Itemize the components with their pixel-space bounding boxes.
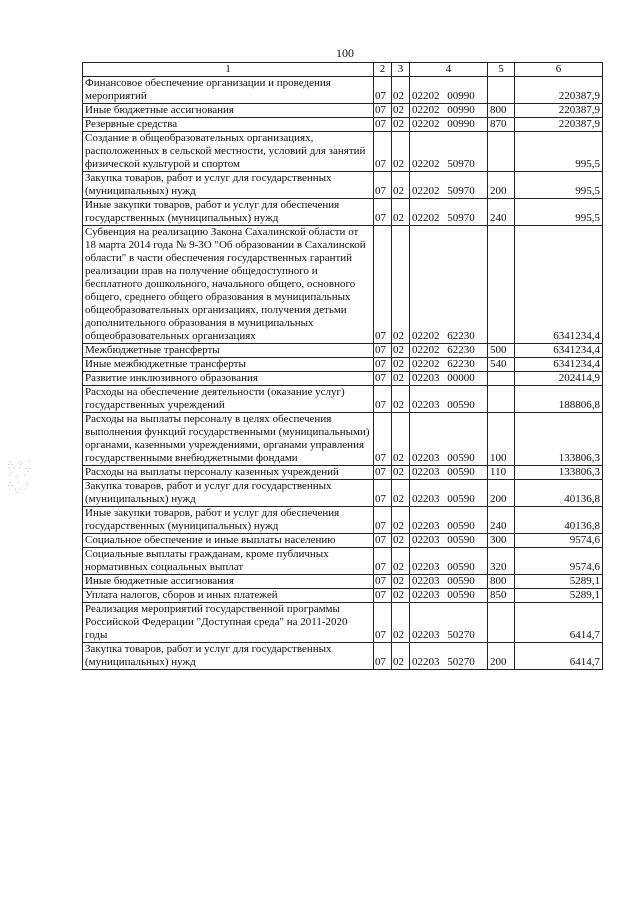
row-amount: 40136,8 xyxy=(515,480,603,507)
row-expense-type xyxy=(488,226,515,344)
row-target-article: 02202 62230 xyxy=(410,344,488,358)
row-name: Иные закупки товаров, работ и услуг для обеспечения государственных (муниципальных) нужд xyxy=(83,199,374,226)
row-amount: 5289,1 xyxy=(515,575,603,589)
row-expense-type: 240 xyxy=(488,199,515,226)
row-amount: 220387,9 xyxy=(515,118,603,132)
row-section: 07 xyxy=(374,226,392,344)
row-name: Закупка товаров, работ и услуг для государственных (муниципальных) нужд xyxy=(83,172,374,199)
table-row xyxy=(83,199,603,226)
row-subsection: 02 xyxy=(392,589,410,603)
row-amount: 995,5 xyxy=(515,172,603,199)
row-target-article: 02202 62230 xyxy=(410,226,488,344)
row-expense-type: 870 xyxy=(488,118,515,132)
row-subsection: 02 xyxy=(392,372,410,386)
row-section: 07 xyxy=(374,480,392,507)
table-row xyxy=(83,413,603,466)
scan-smudge: ∴ ⁘ ˙ ⸪ ˙ ∵ ˙ ⁖ ˙ ∴ ˙ ⁘ ˙ ∵ ˙ xyxy=(8,459,32,496)
row-target-article: 02203 00590 xyxy=(410,589,488,603)
row-name: Закупка товаров, работ и услуг для государственных (муниципальных) нужд xyxy=(83,480,374,507)
row-section: 07 xyxy=(374,589,392,603)
row-section: 07 xyxy=(374,118,392,132)
row-target-article: 02203 00000 xyxy=(410,372,488,386)
row-section: 07 xyxy=(374,575,392,589)
row-expense-type xyxy=(488,386,515,413)
table-row xyxy=(83,372,603,386)
row-section: 07 xyxy=(374,199,392,226)
row-amount: 188806,8 xyxy=(515,386,603,413)
row-expense-type: 850 xyxy=(488,589,515,603)
budget-table xyxy=(82,62,603,670)
row-amount: 6414,7 xyxy=(515,643,603,670)
row-name: Развитие инклюзивного образования xyxy=(83,372,374,386)
row-section: 07 xyxy=(374,548,392,575)
table-row xyxy=(83,344,603,358)
row-target-article: 02203 00590 xyxy=(410,548,488,575)
row-expense-type: 800 xyxy=(488,104,515,118)
row-name: Иные бюджетные ассигнования xyxy=(83,104,374,118)
row-expense-type: 110 xyxy=(488,466,515,480)
row-expense-type: 500 xyxy=(488,344,515,358)
header-col-6: 6 xyxy=(515,63,603,77)
row-name: Социальное обеспечение и иные выплаты населению xyxy=(83,534,374,548)
row-target-article: 02203 00590 xyxy=(410,575,488,589)
row-target-article: 02203 50270 xyxy=(410,603,488,643)
row-section: 07 xyxy=(374,77,392,104)
row-section: 07 xyxy=(374,344,392,358)
row-expense-type: 200 xyxy=(488,480,515,507)
row-target-article: 02202 00990 xyxy=(410,118,488,132)
row-target-article: 02203 50270 xyxy=(410,643,488,670)
row-subsection: 02 xyxy=(392,358,410,372)
page-number: 100 xyxy=(336,46,354,60)
row-target-article: 02202 50970 xyxy=(410,199,488,226)
row-amount: 9574,6 xyxy=(515,534,603,548)
row-amount: 6414,7 xyxy=(515,603,603,643)
table-row xyxy=(83,77,603,104)
row-amount: 9574,6 xyxy=(515,548,603,575)
row-target-article: 02202 00990 xyxy=(410,77,488,104)
table-row xyxy=(83,226,603,344)
budget-table-container xyxy=(82,62,602,670)
row-subsection: 02 xyxy=(392,413,410,466)
row-name: Субвенция на реализацию Закона Сахалинской области от 18 марта 2014 года № 9-ЗО "Об образовании в Сахалинской области" в части обеспечения государственных гарантий реализации прав на получение общедоступного и бесплатного дошкольного, начального общего, основного общего, среднего общего образования в муниципальных общеобразовательных организациях, получения детьми дополнительного образования в муниципальных общеобразовательных организациях xyxy=(83,226,374,344)
header-col-4: 4 xyxy=(410,63,488,77)
row-name: Уплата налогов, сборов и иных платежей xyxy=(83,589,374,603)
header-row xyxy=(83,63,603,77)
row-section: 07 xyxy=(374,413,392,466)
row-name: Межбюджетные трансферты xyxy=(83,344,374,358)
row-amount: 133806,3 xyxy=(515,466,603,480)
header-col-2: 2 xyxy=(374,63,392,77)
row-subsection: 02 xyxy=(392,226,410,344)
table-row xyxy=(83,104,603,118)
row-name: Финансовое обеспечение организации и проведения мероприятий xyxy=(83,77,374,104)
row-section: 07 xyxy=(374,132,392,172)
row-target-article: 02203 00590 xyxy=(410,507,488,534)
row-expense-type xyxy=(488,77,515,104)
row-amount: 6341234,4 xyxy=(515,344,603,358)
row-name: Иные межбюджетные трансферты xyxy=(83,358,374,372)
row-subsection: 02 xyxy=(392,172,410,199)
row-target-article: 02202 62230 xyxy=(410,358,488,372)
table-row xyxy=(83,589,603,603)
row-section: 07 xyxy=(374,466,392,480)
row-expense-type: 200 xyxy=(488,643,515,670)
row-subsection: 02 xyxy=(392,466,410,480)
row-target-article: 02202 50970 xyxy=(410,172,488,199)
row-subsection: 02 xyxy=(392,575,410,589)
row-subsection: 02 xyxy=(392,548,410,575)
row-section: 07 xyxy=(374,603,392,643)
row-section: 07 xyxy=(374,386,392,413)
row-name: Социальные выплаты гражданам, кроме публичных нормативных социальных выплат xyxy=(83,548,374,575)
header-col-1: 1 xyxy=(83,63,374,77)
table-row xyxy=(83,603,603,643)
row-name: Иные бюджетные ассигнования xyxy=(83,575,374,589)
row-target-article: 02203 00590 xyxy=(410,386,488,413)
row-expense-type: 240 xyxy=(488,507,515,534)
row-subsection: 02 xyxy=(392,643,410,670)
row-amount: 6341234,4 xyxy=(515,358,603,372)
table-row xyxy=(83,507,603,534)
row-name: Расходы на обеспечение деятельности (оказание услуг) государственных учреждений xyxy=(83,386,374,413)
table-row xyxy=(83,643,603,670)
row-subsection: 02 xyxy=(392,344,410,358)
row-expense-type: 320 xyxy=(488,548,515,575)
row-subsection: 02 xyxy=(392,132,410,172)
row-expense-type: 800 xyxy=(488,575,515,589)
table-row xyxy=(83,172,603,199)
row-section: 07 xyxy=(374,372,392,386)
row-amount: 995,5 xyxy=(515,132,603,172)
row-amount: 202414,9 xyxy=(515,372,603,386)
row-amount: 220387,9 xyxy=(515,104,603,118)
row-subsection: 02 xyxy=(392,507,410,534)
row-section: 07 xyxy=(374,104,392,118)
table-row xyxy=(83,548,603,575)
row-expense-type: 200 xyxy=(488,172,515,199)
row-subsection: 02 xyxy=(392,386,410,413)
row-section: 07 xyxy=(374,534,392,548)
row-expense-type xyxy=(488,603,515,643)
row-name: Резервные средства xyxy=(83,118,374,132)
row-amount: 995,5 xyxy=(515,199,603,226)
table-row xyxy=(83,575,603,589)
row-amount: 6341234,4 xyxy=(515,226,603,344)
table-row xyxy=(83,466,603,480)
row-amount: 5289,1 xyxy=(515,589,603,603)
row-name: Закупка товаров, работ и услуг для государственных (муниципальных) нужд xyxy=(83,643,374,670)
row-section: 07 xyxy=(374,507,392,534)
row-expense-type xyxy=(488,132,515,172)
row-expense-type xyxy=(488,372,515,386)
table-row xyxy=(83,386,603,413)
row-name: Реализация мероприятий государственной программы Российской Федерации "Доступная среда" на 2011-2020 годы xyxy=(83,603,374,643)
row-expense-type: 300 xyxy=(488,534,515,548)
row-target-article: 02203 00590 xyxy=(410,413,488,466)
row-target-article: 02202 50970 xyxy=(410,132,488,172)
row-subsection: 02 xyxy=(392,480,410,507)
header-col-3: 3 xyxy=(392,63,410,77)
header-col-5: 5 xyxy=(488,63,515,77)
row-name: Создание в общеобразовательных организациях, расположенных в сельской местности, условий для занятий физической культурой и спортом xyxy=(83,132,374,172)
row-amount: 220387,9 xyxy=(515,77,603,104)
row-expense-type: 100 xyxy=(488,413,515,466)
row-expense-type: 540 xyxy=(488,358,515,372)
row-name: Расходы на выплаты персоналу казенных учреждений xyxy=(83,466,374,480)
row-name: Расходы на выплаты персоналу в целях обеспечения выполнения функций государственными (муниципальными) органами, казенными учреждениями, органами управления государственными внебюджетными фондами xyxy=(83,413,374,466)
row-subsection: 02 xyxy=(392,118,410,132)
row-amount: 133806,3 xyxy=(515,413,603,466)
row-amount: 40136,8 xyxy=(515,507,603,534)
row-subsection: 02 xyxy=(392,199,410,226)
table-row xyxy=(83,132,603,172)
table-body xyxy=(83,77,603,670)
row-target-article: 02203 00590 xyxy=(410,534,488,548)
row-section: 07 xyxy=(374,643,392,670)
row-subsection: 02 xyxy=(392,77,410,104)
row-target-article: 02203 00590 xyxy=(410,480,488,507)
table-row xyxy=(83,480,603,507)
row-section: 07 xyxy=(374,172,392,199)
table-row xyxy=(83,118,603,132)
row-target-article: 02202 00990 xyxy=(410,104,488,118)
row-name: Иные закупки товаров, работ и услуг для обеспечения государственных (муниципальных) нужд xyxy=(83,507,374,534)
row-subsection: 02 xyxy=(392,534,410,548)
row-section: 07 xyxy=(374,358,392,372)
row-subsection: 02 xyxy=(392,603,410,643)
row-target-article: 02203 00590 xyxy=(410,466,488,480)
table-row xyxy=(83,358,603,372)
table-row xyxy=(83,534,603,548)
row-subsection: 02 xyxy=(392,104,410,118)
